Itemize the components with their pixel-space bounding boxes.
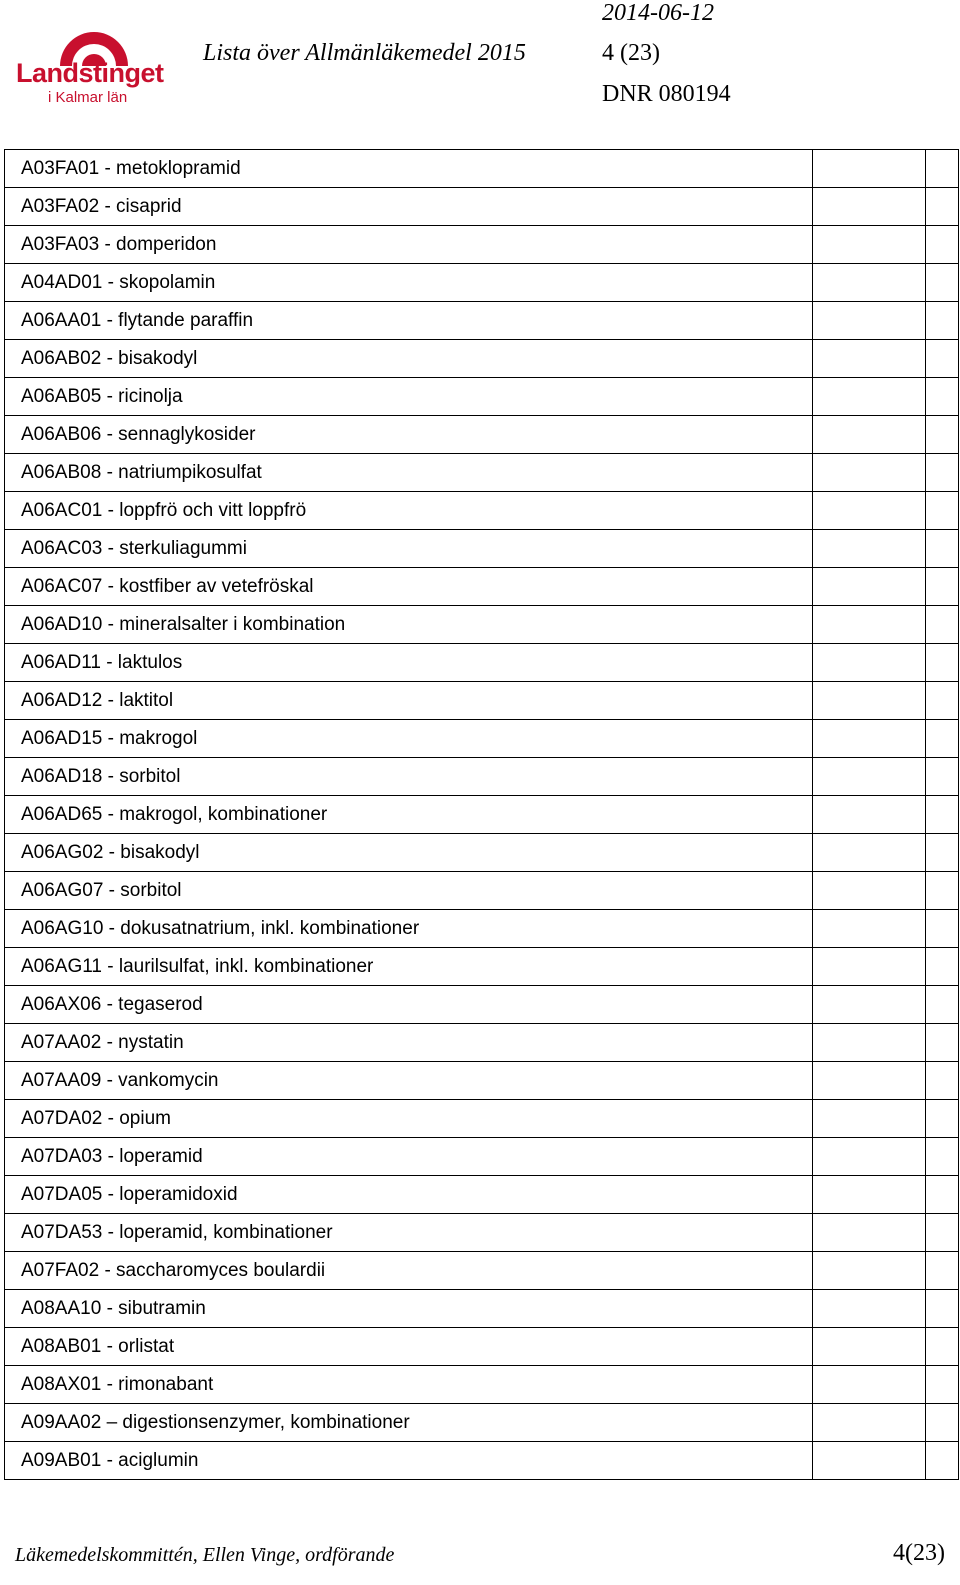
empty-cell <box>813 834 926 872</box>
table-row <box>5 568 959 606</box>
drug-name-cell: A07DA05 - loperamidoxid <box>5 1176 813 1214</box>
drug-name-cell: A06AX06 - tegaserod <box>5 986 813 1024</box>
drug-name-cell: A04AD01 - skopolamin <box>5 264 813 302</box>
table-row <box>5 1252 959 1290</box>
header-dnr: DNR 080194 <box>602 81 731 107</box>
empty-cell <box>926 758 959 796</box>
empty-cell <box>926 1176 959 1214</box>
empty-cell <box>926 644 959 682</box>
table-row <box>5 1404 959 1442</box>
empty-cell <box>813 872 926 910</box>
drug-name-cell: A06AB06 - sennaglykosider <box>5 416 813 454</box>
table-row <box>5 1138 959 1176</box>
drug-name-cell: A06AC01 - loppfrö och vitt loppfrö <box>5 492 813 530</box>
table-row <box>5 910 959 948</box>
empty-cell <box>813 188 926 226</box>
table-row <box>5 986 959 1024</box>
empty-cell <box>813 226 926 264</box>
empty-cell <box>926 606 959 644</box>
table-row <box>5 872 959 910</box>
empty-cell <box>813 606 926 644</box>
empty-cell <box>813 1100 926 1138</box>
empty-cell <box>813 302 926 340</box>
drug-list-body <box>5 150 959 1480</box>
table-row <box>5 796 959 834</box>
drug-name-cell: A08AA10 - sibutramin <box>5 1290 813 1328</box>
empty-cell <box>813 1138 926 1176</box>
empty-cell <box>813 1176 926 1214</box>
table-row <box>5 1366 959 1404</box>
empty-cell <box>813 1062 926 1100</box>
table-row <box>5 644 959 682</box>
drug-name-cell: A06AC03 - sterkuliagummi <box>5 530 813 568</box>
table-row <box>5 492 959 530</box>
empty-cell <box>926 682 959 720</box>
table-row <box>5 1100 959 1138</box>
drug-name-cell: A06AD10 - mineralsalter i kombination <box>5 606 813 644</box>
table-row <box>5 606 959 644</box>
table-row <box>5 834 959 872</box>
empty-cell <box>926 1328 959 1366</box>
logo-wordmark: Landstinget <box>16 58 164 88</box>
empty-cell <box>926 1214 959 1252</box>
empty-cell <box>813 416 926 454</box>
drug-name-cell: A06AG10 - dokusatnatrium, inkl. kombinationer <box>5 910 813 948</box>
drug-name-cell: A07DA02 - opium <box>5 1100 813 1138</box>
table-row <box>5 150 959 188</box>
empty-cell <box>926 492 959 530</box>
table-row <box>5 1328 959 1366</box>
drug-name-cell: A06AB08 - natriumpikosulfat <box>5 454 813 492</box>
empty-cell <box>813 986 926 1024</box>
table-row <box>5 682 959 720</box>
header-page-number: 4 (23) <box>602 40 660 66</box>
empty-cell <box>926 1062 959 1100</box>
drug-name-cell: A07FA02 - saccharomyces boulardii <box>5 1252 813 1290</box>
drug-name-cell: A06AD11 - laktulos <box>5 644 813 682</box>
empty-cell <box>926 568 959 606</box>
empty-cell <box>926 1404 959 1442</box>
empty-cell <box>926 948 959 986</box>
drug-name-cell: A03FA02 - cisaprid <box>5 188 813 226</box>
empty-cell <box>813 264 926 302</box>
empty-cell <box>926 796 959 834</box>
table-row <box>5 1442 959 1480</box>
logo-subtitle: i Kalmar län <box>48 89 128 106</box>
empty-cell <box>926 1442 959 1480</box>
empty-cell <box>813 568 926 606</box>
drug-name-cell: A03FA03 - domperidon <box>5 226 813 264</box>
empty-cell <box>813 340 926 378</box>
empty-cell <box>813 644 926 682</box>
empty-cell <box>813 796 926 834</box>
empty-cell <box>813 1404 926 1442</box>
table-row <box>5 1024 959 1062</box>
empty-cell <box>926 834 959 872</box>
empty-cell <box>813 910 926 948</box>
table-row <box>5 1214 959 1252</box>
table-row <box>5 1290 959 1328</box>
drug-name-cell: A06AB05 - ricinolja <box>5 378 813 416</box>
empty-cell <box>813 492 926 530</box>
empty-cell <box>926 378 959 416</box>
drug-name-cell: A06AG02 - bisakodyl <box>5 834 813 872</box>
table-row <box>5 302 959 340</box>
empty-cell <box>813 1328 926 1366</box>
drug-list-table <box>4 149 959 1480</box>
empty-cell <box>926 226 959 264</box>
drug-name-cell: A06AD65 - makrogol, kombinationer <box>5 796 813 834</box>
table-row <box>5 416 959 454</box>
footer-page-number: 4(23) <box>893 1540 945 1566</box>
drug-name-cell: A06AD15 - makrogol <box>5 720 813 758</box>
table-row <box>5 226 959 264</box>
drug-name-cell: A06AB02 - bisakodyl <box>5 340 813 378</box>
table-row <box>5 1176 959 1214</box>
empty-cell <box>926 150 959 188</box>
empty-cell <box>813 454 926 492</box>
empty-cell <box>813 682 926 720</box>
empty-cell <box>926 1024 959 1062</box>
drug-name-cell: A07DA53 - loperamid, kombinationer <box>5 1214 813 1252</box>
empty-cell <box>926 416 959 454</box>
table-row <box>5 454 959 492</box>
empty-cell <box>813 1214 926 1252</box>
drug-name-cell: A06AD12 - laktitol <box>5 682 813 720</box>
empty-cell <box>813 378 926 416</box>
empty-cell <box>813 530 926 568</box>
empty-cell <box>926 1100 959 1138</box>
drug-name-cell: A03FA01 - metoklopramid <box>5 150 813 188</box>
footer-committee: Läkemedelskommittén, Ellen Vinge, ordförande <box>15 1544 395 1566</box>
empty-cell <box>813 948 926 986</box>
drug-name-cell: A09AA02 – digestionsenzymer, kombinationer <box>5 1404 813 1442</box>
drug-name-cell: A08AX01 - rimonabant <box>5 1366 813 1404</box>
empty-cell <box>926 910 959 948</box>
empty-cell <box>926 340 959 378</box>
drug-name-cell: A06AD18 - sorbitol <box>5 758 813 796</box>
empty-cell <box>813 758 926 796</box>
drug-name-cell: A09AB01 - aciglumin <box>5 1442 813 1480</box>
drug-name-cell: A06AA01 - flytande paraffin <box>5 302 813 340</box>
drug-name-cell: A06AG07 - sorbitol <box>5 872 813 910</box>
empty-cell <box>926 302 959 340</box>
table-row <box>5 720 959 758</box>
empty-cell <box>813 1366 926 1404</box>
header-date: 2014-06-12 <box>602 0 714 26</box>
empty-cell <box>926 872 959 910</box>
empty-cell <box>926 188 959 226</box>
empty-cell <box>813 1024 926 1062</box>
drug-name-cell: A07AA09 - vankomycin <box>5 1062 813 1100</box>
empty-cell <box>926 986 959 1024</box>
table-row <box>5 948 959 986</box>
empty-cell <box>813 1442 926 1480</box>
table-row <box>5 530 959 568</box>
empty-cell <box>926 1366 959 1404</box>
empty-cell <box>813 1252 926 1290</box>
empty-cell <box>926 530 959 568</box>
empty-cell <box>926 264 959 302</box>
drug-name-cell: A07AA02 - nystatin <box>5 1024 813 1062</box>
empty-cell <box>926 720 959 758</box>
header-title: Lista över Allmänläkemedel 2015 <box>203 40 526 66</box>
empty-cell <box>813 720 926 758</box>
table-row <box>5 1062 959 1100</box>
drug-name-cell: A06AG11 - laurilsulfat, inkl. kombinationer <box>5 948 813 986</box>
table-row <box>5 378 959 416</box>
empty-cell <box>926 1252 959 1290</box>
drug-name-cell: A06AC07 - kostfiber av vetefröskal <box>5 568 813 606</box>
empty-cell <box>926 454 959 492</box>
empty-cell <box>813 1290 926 1328</box>
table-row <box>5 758 959 796</box>
empty-cell <box>813 150 926 188</box>
drug-name-cell: A08AB01 - orlistat <box>5 1328 813 1366</box>
landstinget-logo <box>12 26 162 110</box>
table-row <box>5 340 959 378</box>
drug-name-cell: A07DA03 - loperamid <box>5 1138 813 1176</box>
empty-cell <box>926 1290 959 1328</box>
empty-cell <box>926 1138 959 1176</box>
table-row <box>5 264 959 302</box>
table-row <box>5 188 959 226</box>
